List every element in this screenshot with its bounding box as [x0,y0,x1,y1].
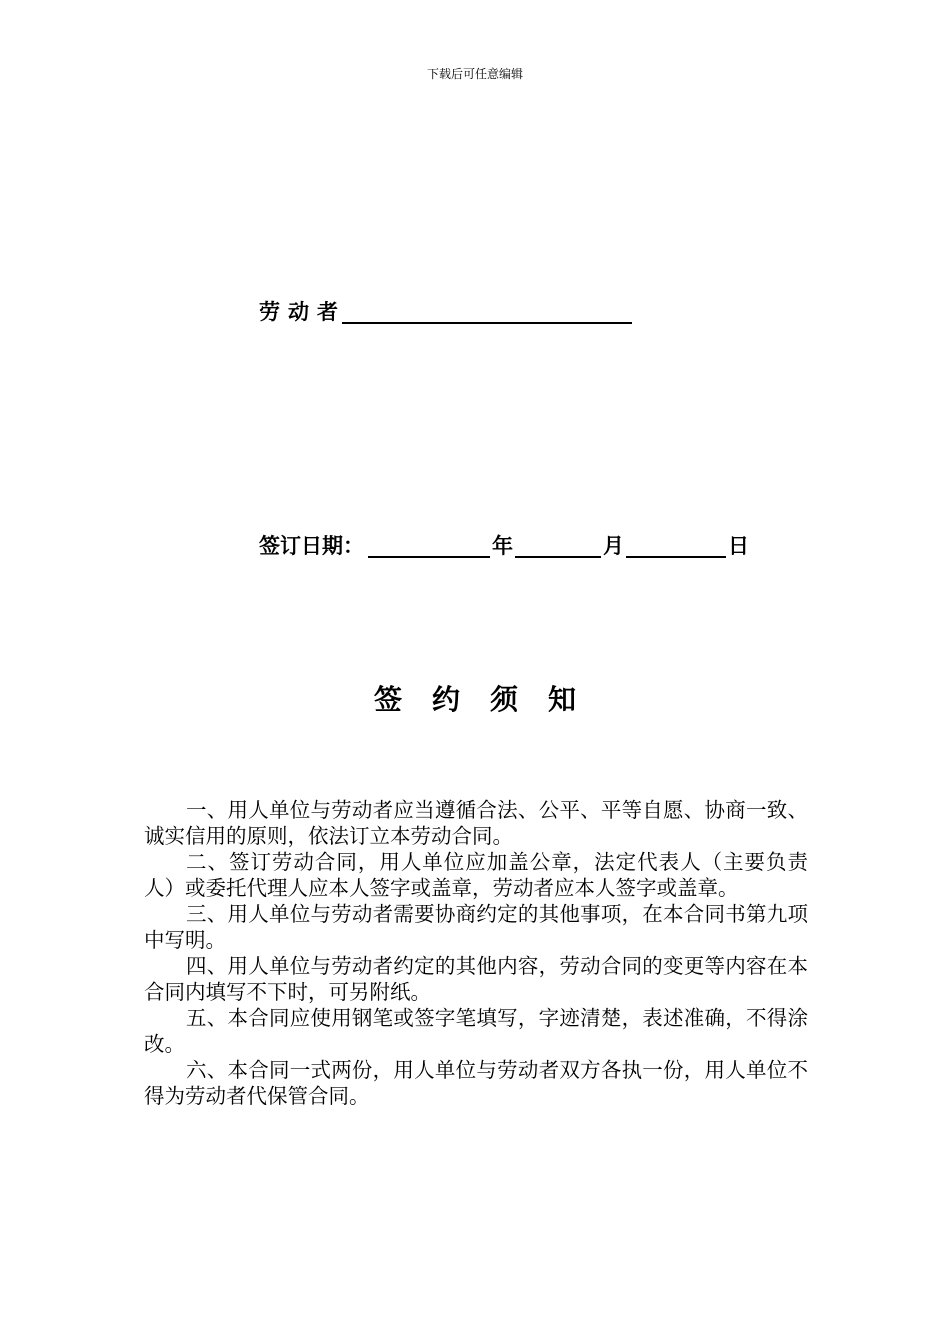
notice-item: 六、本合同一式两份，用人单位与劳动者双方各执一份，用人单位不得为劳动者代保管合同。 [144,1058,808,1108]
day-blank[interactable] [626,532,726,558]
worker-signature-line [259,298,632,326]
day-label: 日 [728,534,749,558]
month-blank[interactable] [515,532,601,558]
signing-date-line [259,532,749,560]
date-label: 签订日期： [259,534,364,558]
notice-item: 五、本合同应使用钢笔或签字笔填写，字迹清楚，表述准确，不得涂改。 [144,1006,808,1056]
notice-title: 签约须知 [373,683,606,716]
notice-body [144,797,808,1109]
worker-label: 劳动者 [259,300,346,324]
notice-item: 一、用人单位与劳动者应当遵循合法、公平、平等自愿、协商一致、诚实信用的原则，依法订立本劳动合同。 [144,798,808,848]
month-label: 月 [603,534,624,558]
notice-item: 四、用人单位与劳动者约定的其他内容，劳动合同的变更等内容在本合同内填写不下时，可另附纸。 [144,954,808,1004]
notice-item: 二、签订劳动合同，用人单位应加盖公章，法定代表人（主要负责人）或委托代理人应本人签字或盖章，劳动者应本人签字或盖章。 [144,850,808,900]
year-blank[interactable] [368,532,490,558]
notice-item: 三、用人单位与劳动者需要协商约定的其他事项，在本合同书第九项中写明。 [144,902,808,952]
worker-signature-blank[interactable] [342,298,632,324]
header-note: 下载后可任意编辑 [426,67,523,81]
year-label: 年 [492,534,513,558]
